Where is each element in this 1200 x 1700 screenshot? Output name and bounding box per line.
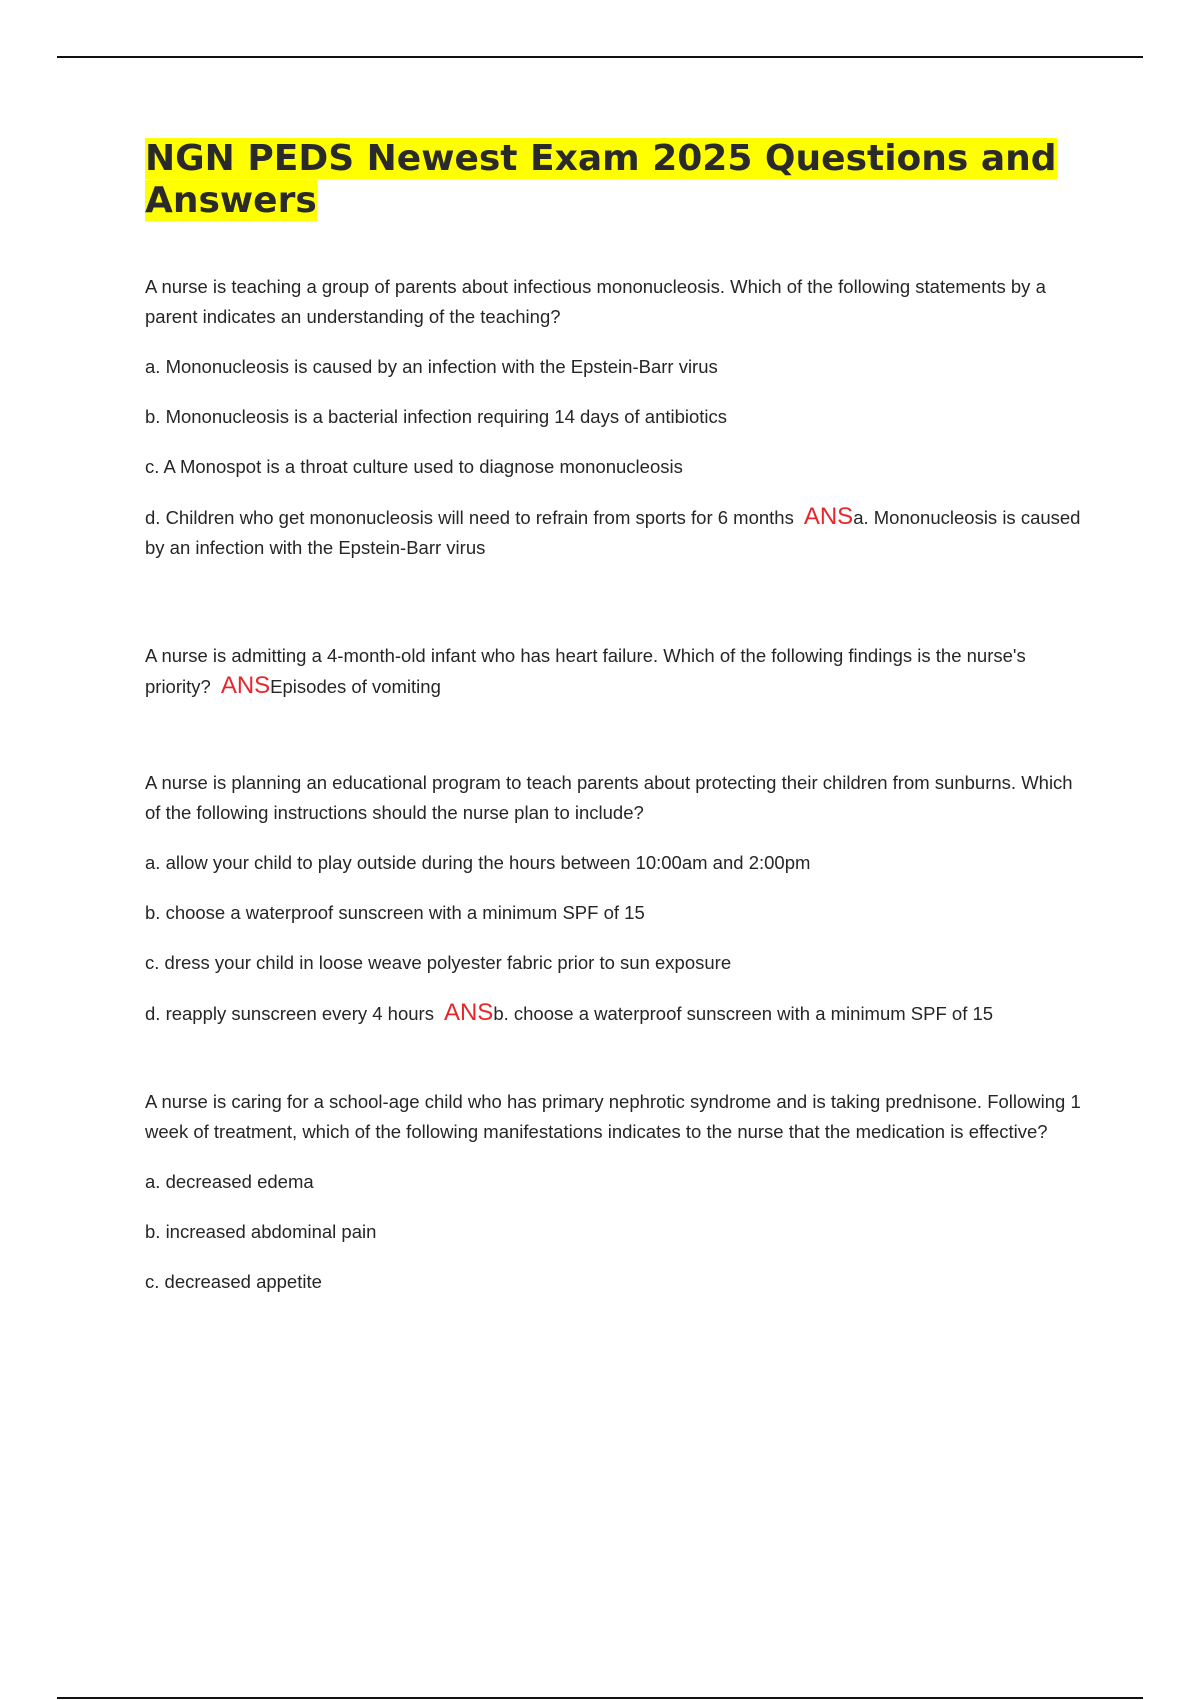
top-rule	[57, 56, 1143, 58]
question-3-option-b: b. choose a waterproof sunscreen with a minimum SPF of 15	[145, 902, 645, 923]
question-3	[145, 768, 1085, 1029]
question-1-option-d	[145, 502, 1085, 563]
question-4-stem: A nurse is caring for a school-age child who has primary nephrotic syndrome and is taking prednisone. Following 1 week of treatment, which of the following manifestations indicates to the nurse that the medication is effective?	[145, 1091, 1081, 1142]
question-1-option-b: b. Mononucleosis is a bacterial infection requiring 14 days of antibiotics	[145, 406, 728, 427]
question-1-stem: A nurse is teaching a group of parents about infectious mononucleosis. Which of the following statements by a parent indicates an understanding of the teaching?	[145, 276, 1046, 327]
question-1-answer: a. Mononucleosis is caused by an infection with the Epstein-Barr virus	[145, 507, 1081, 558]
question-4-option-c: c. decreased appetite	[145, 1271, 322, 1292]
question-4-option-b: b. increased abdominal pain	[145, 1221, 377, 1242]
document-body	[145, 138, 1085, 1317]
question-2-stem-with-answer	[145, 641, 1085, 702]
question-4-option-a: a. decreased edema	[145, 1171, 314, 1192]
question-3-option-d	[145, 998, 1085, 1029]
bottom-rule	[57, 1697, 1143, 1699]
question-3-option-c: c. dress your child in loose weave polyester fabric prior to sun exposure	[145, 952, 732, 973]
document-title	[145, 138, 1085, 222]
question-1-option-d-text: d. Children who get mononucleosis will need to refrain from sports for 6 months	[145, 507, 794, 528]
question-2	[145, 641, 1085, 702]
question-1-option-c: c. A Monospot is a throat culture used to diagnose mononucleosis	[145, 456, 683, 477]
ans-label: ANS	[803, 503, 854, 530]
question-3-answer: b. choose a waterproof sunscreen with a minimum SPF of 15	[493, 1003, 994, 1024]
ans-label: ANS	[443, 999, 494, 1026]
spacer	[145, 722, 1085, 768]
question-2-stem: A nurse is admitting a 4-month-old infant who has heart failure. Which of the following findings is the nurse's priority?	[145, 645, 1026, 697]
title-highlight: NGN PEDS Newest Exam 2025 Questions and Answers	[145, 138, 1057, 221]
ans-label: ANS	[220, 672, 271, 699]
question-2-answer: Episodes of vomiting	[270, 676, 441, 697]
question-3-option-a: a. allow your child to play outside during the hours between 10:00am and 2:00pm	[145, 852, 811, 873]
question-4	[145, 1087, 1085, 1297]
question-1-option-a: a. Mononucleosis is caused by an infection with the Epstein-Barr virus	[145, 356, 718, 377]
spacer	[145, 1049, 1085, 1087]
spacer	[145, 583, 1085, 641]
question-3-option-d-text: d. reapply sunscreen every 4 hours	[145, 1003, 434, 1024]
question-3-stem: A nurse is planning an educational program to teach parents about protecting their children from sunburns. Which of the following instructions should the nurse plan to include?	[145, 772, 1073, 823]
question-1	[145, 272, 1085, 563]
